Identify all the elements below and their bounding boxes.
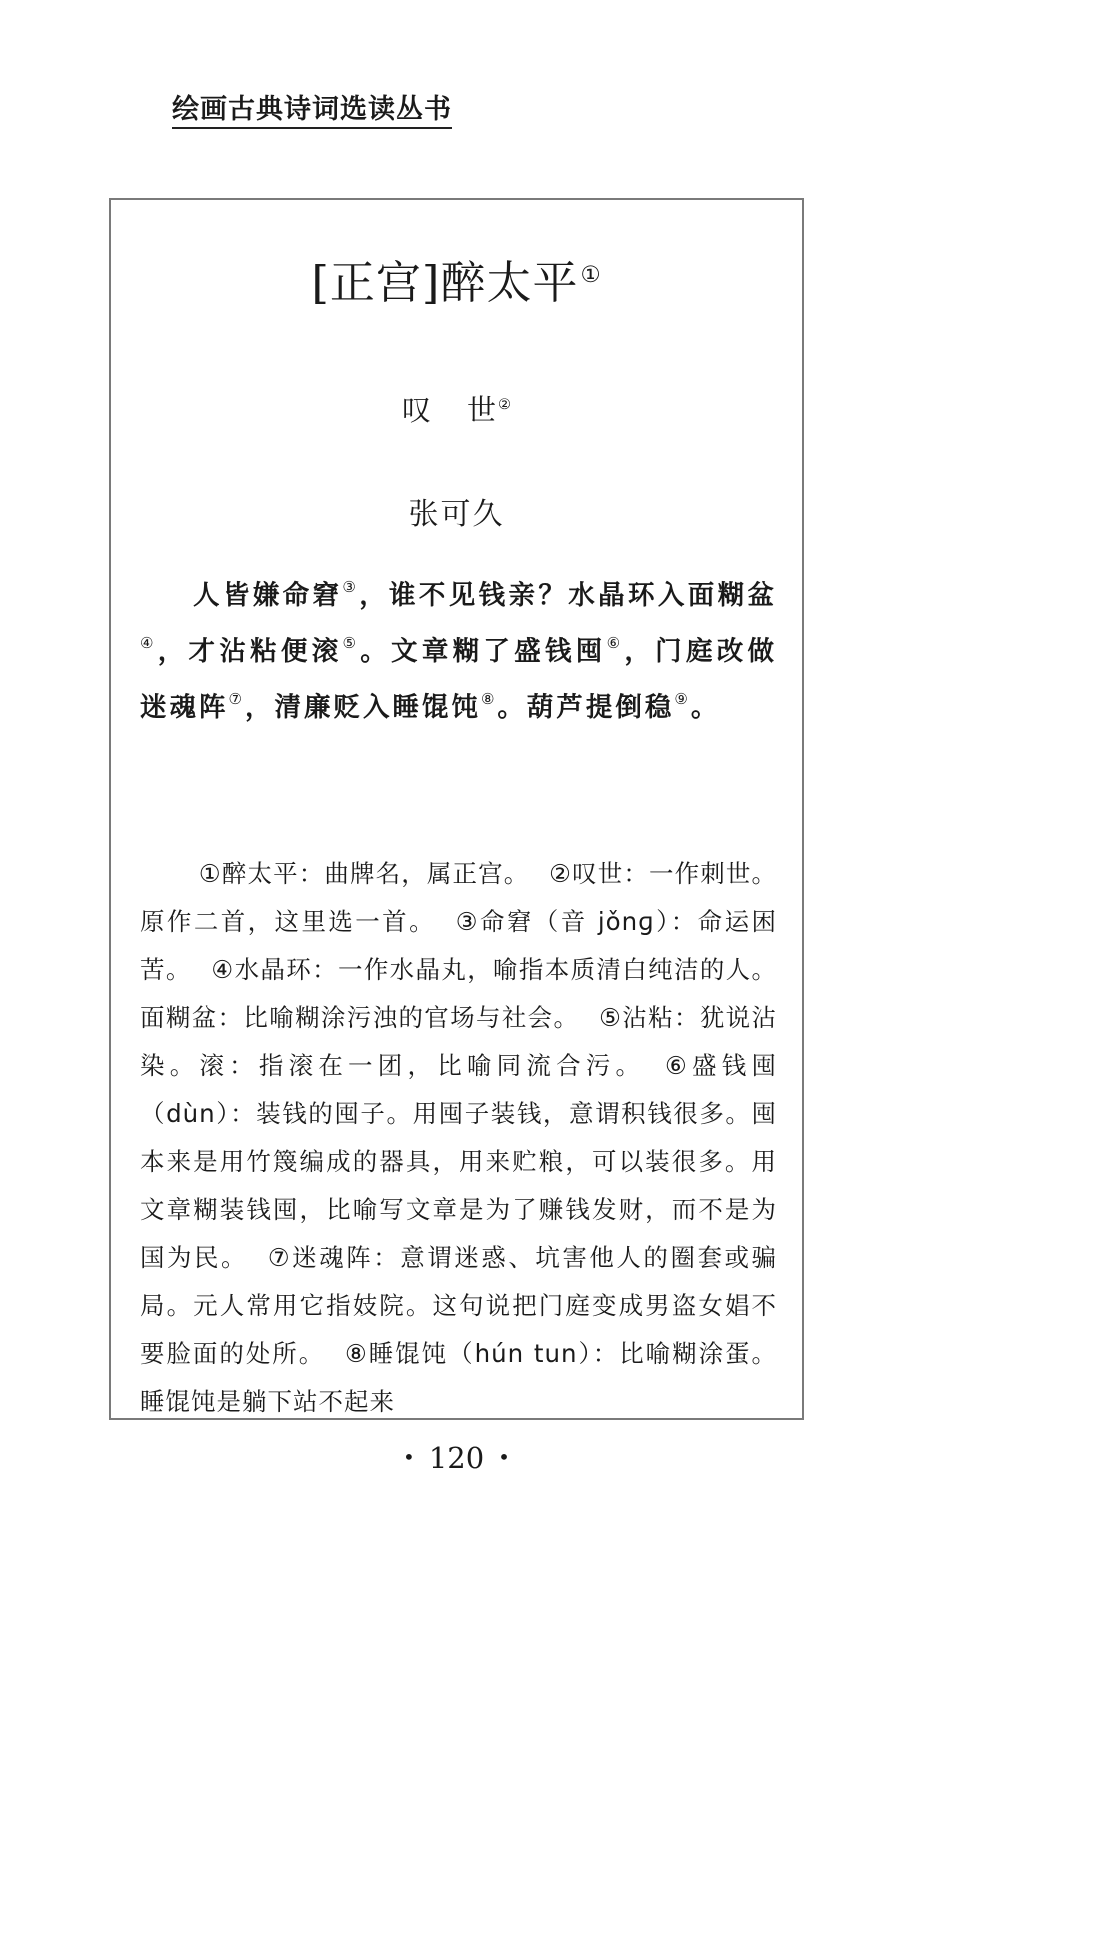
annotation-item: ④水晶环：一作水晶丸，喻指本质清白纯洁的人。面糊盆：比喻糊涂污浊的官场与社会。	[140, 955, 778, 1032]
bullet-left: •	[403, 1445, 415, 1469]
poem-segment: ，门庭改做迷魂阵	[140, 636, 778, 723]
series-title: 绘画古典诗词选读丛书	[172, 94, 452, 129]
poem-note-marker: ⑥	[606, 634, 625, 652]
poem-segment: 。葫芦提倒稳	[497, 692, 675, 723]
poem-segment: ，才沾粘便滚	[157, 636, 343, 667]
poem-note-marker: ⑨	[674, 690, 691, 708]
annotation-item: ⑦迷魂阵：意谓迷惑、坑害他人的圈套或骗局。元人常用它指妓院。这句说把门庭变成男盗女娼不要脸面的处所。	[140, 1243, 778, 1368]
poem-note-marker: ④	[140, 634, 158, 652]
poem-title	[111, 256, 802, 309]
poem-segment: 人皆嫌命窘	[193, 580, 343, 611]
poem-note-marker: ③	[342, 578, 360, 596]
annotation-item: ①醉太平：曲牌名，属正宫。	[198, 859, 530, 888]
annotations	[140, 850, 777, 1420]
title-note-marker: ①	[580, 262, 602, 288]
poem-note-marker: ⑦	[228, 690, 245, 708]
page-number-value: 120	[428, 1441, 485, 1475]
annotation-item: ⑤沾粘：犹说沾染。滚：指滚在一团，比喻同流合污。	[140, 1003, 778, 1080]
content-frame	[109, 198, 804, 1420]
poem-segment: 。	[690, 692, 721, 723]
poem-segment: 。文章糊了盛钱囤	[360, 636, 607, 667]
annotation-item: ②叹世：一作刺世。原作二首，这里选一首。	[140, 859, 777, 936]
subtitle-note-marker: ②	[498, 397, 512, 414]
page-number	[0, 1441, 913, 1475]
bullet-right: •	[498, 1445, 510, 1469]
subtitle-char-1: 叹	[401, 393, 431, 427]
poem-note-marker: ⑧	[480, 690, 498, 708]
annotation-item: ③命窘（音 jǒnɡ）：命运困苦。	[140, 907, 777, 984]
poem-title-text: [正宫]醉太平	[311, 256, 579, 309]
poem-note-marker: ⑤	[342, 634, 361, 652]
poem-segment: ，清廉贬入睡馄饨	[244, 692, 481, 723]
poem-segment: ，谁不见钱亲？水晶环入面糊盆	[359, 580, 778, 611]
poem-body	[140, 568, 777, 736]
annotation-item: ⑧睡馄饨（hún tun）：比喻糊涂蛋。睡馄饨是躺下站不起来	[140, 1339, 777, 1416]
subtitle-char-2: 世	[467, 393, 497, 427]
poem-subtitle	[111, 393, 802, 427]
annotation-item: ⑥盛钱囤（dùn）：装钱的囤子。用囤子装钱，意谓积钱很多。囤本来是用竹篾编成的器具，用来贮粮，可以装很多。用文章糊装钱囤，比喻写文章是为了赚钱发财，而不是为国为民。	[140, 1051, 778, 1272]
poem-author: 张可久	[408, 497, 505, 532]
